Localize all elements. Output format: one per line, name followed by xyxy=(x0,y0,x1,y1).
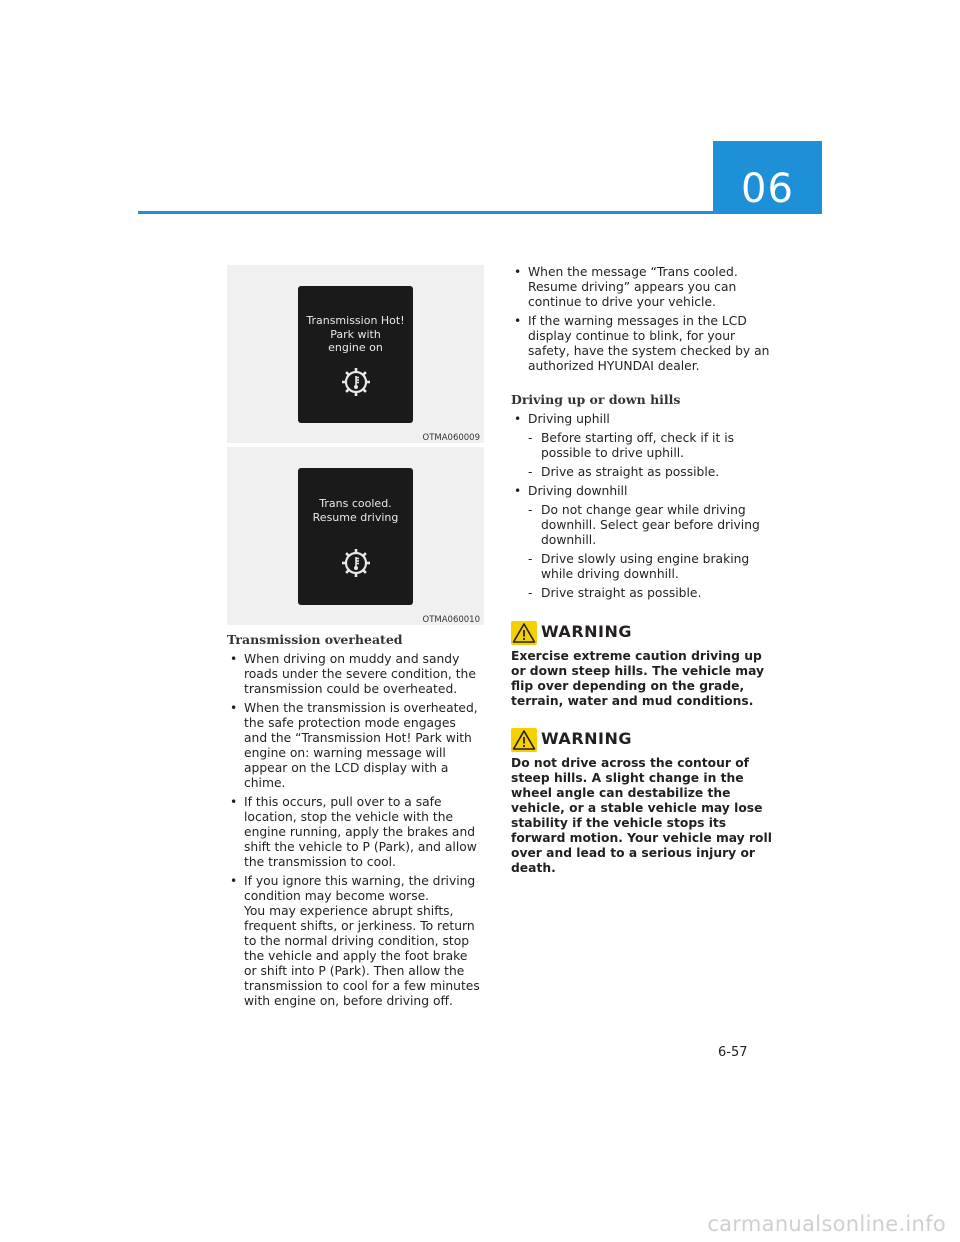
header-rule xyxy=(138,211,713,214)
downhill-sublist xyxy=(528,503,774,601)
warning-body: Do not drive across the contour of steep hills. A slight change in the wheel angle can destabilize the vehicle, or a stable vehicle may lose stability if the vehicle stops its forward motion. Your vehicle may roll over and lead to a serious injury or death. xyxy=(511,756,772,875)
watermark: carmanualsonline.info xyxy=(707,1212,946,1236)
lcd-message: Transmission Hot! Park with engine on xyxy=(306,314,405,354)
list-item: • If the warning messages in the LCD display continue to blink, for your safety, have the system checked by an authorized HYUNDAI dealer. xyxy=(512,314,774,374)
list-item-downhill xyxy=(512,484,774,601)
downhill-label: Driving downhill xyxy=(528,484,628,498)
lcd-display xyxy=(298,286,413,423)
sublist-item: - Drive as straight as possible. xyxy=(528,465,774,480)
list-item: • When driving on muddy and sandy roads under the severe condition, the transmission could be overheated. xyxy=(228,652,482,697)
warning-triangle-icon xyxy=(511,728,537,752)
page-number: 6-57 xyxy=(718,1045,748,1060)
uphill-label: Driving uphill xyxy=(528,412,610,426)
warning-body: Exercise extreme caution driving up or down steep hills. The vehicle may flip over depending on the grade, terrain, water and mud conditions. xyxy=(511,649,765,708)
lcd-display xyxy=(298,468,413,605)
uphill-sublist xyxy=(528,431,774,480)
figure-code: OTMA060009 xyxy=(422,433,480,443)
hills-list xyxy=(512,412,774,605)
warning-title: WARNING xyxy=(541,729,632,748)
sublist-item: - Drive straight as possible. xyxy=(528,586,774,601)
chapter-tab: 06 xyxy=(713,141,822,214)
sublist-item: - Do not change gear while driving downhill. Select gear before driving downhill. xyxy=(528,503,774,548)
figure-code: OTMA060010 xyxy=(422,615,480,625)
list-item-uphill xyxy=(512,412,774,480)
warning-title: WARNING xyxy=(541,622,632,641)
list-item: • If this occurs, pull over to a safe location, stop the vehicle with the engine running, apply the brakes and shift the vehicle to P (Park), and allow the transmission to cool. xyxy=(228,795,482,870)
list-item: • When the transmission is overheated, the safe protection mode engages and the “Transmission Hot! Park with engine on: warning message will appear on the LCD display with a chime. xyxy=(228,701,482,791)
section-heading-transmission-overheated: Transmission overheated xyxy=(227,632,403,647)
transmission-temperature-icon xyxy=(340,366,372,398)
transmission-temperature-icon xyxy=(340,547,372,579)
sublist-item: - Before starting off, check if it is possible to drive uphill. xyxy=(528,431,774,461)
list-item: • When the message “Trans cooled. Resume driving” appears you can continue to drive your vehicle. xyxy=(512,265,774,310)
section-heading-hills: Driving up or down hills xyxy=(511,392,681,407)
sublist-item: - Drive slowly using engine braking while driving downhill. xyxy=(528,552,774,582)
transmission-overheated-list xyxy=(228,652,482,1013)
figure-trans-cooled xyxy=(227,447,484,625)
figure-transmission-hot xyxy=(227,265,484,443)
lcd-message: Trans cooled. Resume driving xyxy=(312,497,399,524)
trans-cooled-list xyxy=(512,265,774,378)
warning-triangle-icon xyxy=(511,621,537,645)
list-item: • If you ignore this warning, the driving condition may become worse. You may experience abrupt shifts, frequent shifts, or jerkiness. To return to the normal driving condition, stop the vehicle and apply the foot brake or shift into P (Park). Then allow the transmission to cool for a few minutes with engine on, before driving off. xyxy=(228,874,482,1009)
